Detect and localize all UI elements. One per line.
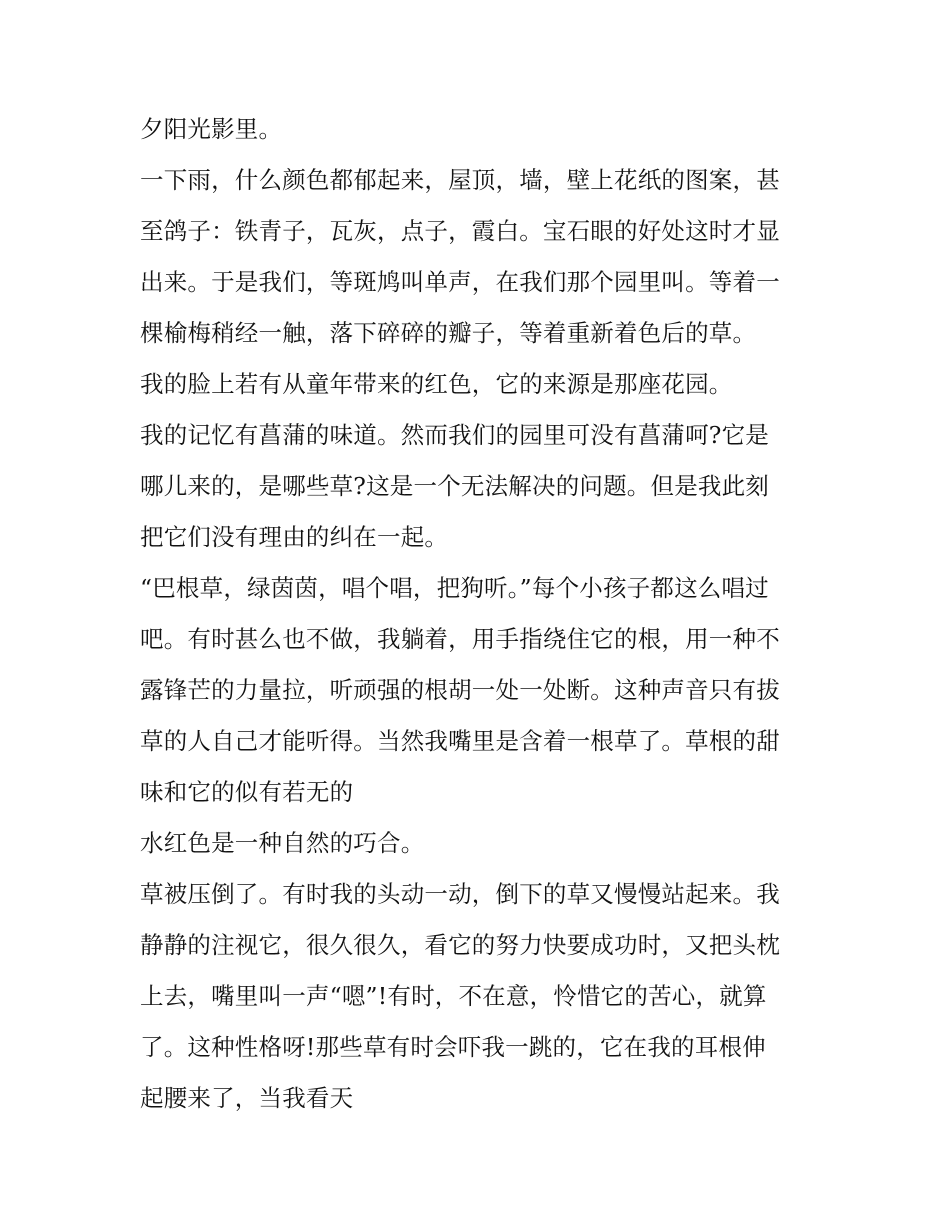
text-line: 把它们没有理由的纠在一起。 (140, 523, 449, 551)
text-line: “巴根草，绿茵茵，唱个唱，把狗听。”每个小孩子都这么唱过 (140, 574, 769, 602)
text-line: 棵榆梅稍经一触，落下碎碎的瓣子，等着重新着色后的草。 (140, 319, 757, 347)
body-text (140, 104, 820, 1124)
text-line: 味和它的似有若无的 (140, 778, 354, 806)
text-line: 出来。于是我们，等斑鸠叫单声，在我们那个园里叫。等着一 (140, 268, 780, 296)
text-line: 夕阳光影里。 (140, 115, 283, 143)
text-line: 露锋芒的力量拉，听顽强的根胡一处一处断。这种声音只有拔 (140, 676, 780, 704)
text-line: 了。这种性格呀!那些草有时会吓我一跳的，它在我的耳根伸 (140, 1033, 766, 1061)
text-line: 静静的注视它，很久很久，看它的努力快要成功时，又把头枕 (140, 931, 780, 959)
text-line: 吧。有时甚么也不做，我躺着，用手指绕住它的根，用一种不 (140, 625, 780, 653)
text-line: 水红色是一种自然的巧合。 (140, 829, 425, 857)
text-line: 哪儿来的，是哪些草?这是一个无法解决的问题。但是我此刻 (140, 472, 769, 500)
text-line: 我的脸上若有从童年带来的红色，它的来源是那座花园。 (140, 370, 733, 398)
text-line: 起腰来了，当我看天 (140, 1084, 354, 1112)
text-line: 草的人自己才能听得。当然我嘴里是含着一根草了。草根的甜 (140, 727, 780, 755)
text-line: 至鸽子：铁青子，瓦灰，点子，霞白。宝石眼的好处这时才显 (140, 217, 780, 245)
text-line: 上去，嘴里叫一声“嗯”!有时，不在意，怜惜它的苦心，就算 (140, 982, 767, 1010)
text-line: 我的记忆有菖蒲的味道。然而我们的园里可没有菖蒲呵?它是 (140, 421, 769, 449)
text-line: 草被压倒了。有时我的头动一动，倒下的草又慢慢站起来。我 (140, 880, 780, 908)
text-line: 一下雨，什么颜色都郁起来，屋顶，墙，壁上花纸的图案，甚 (140, 166, 780, 194)
